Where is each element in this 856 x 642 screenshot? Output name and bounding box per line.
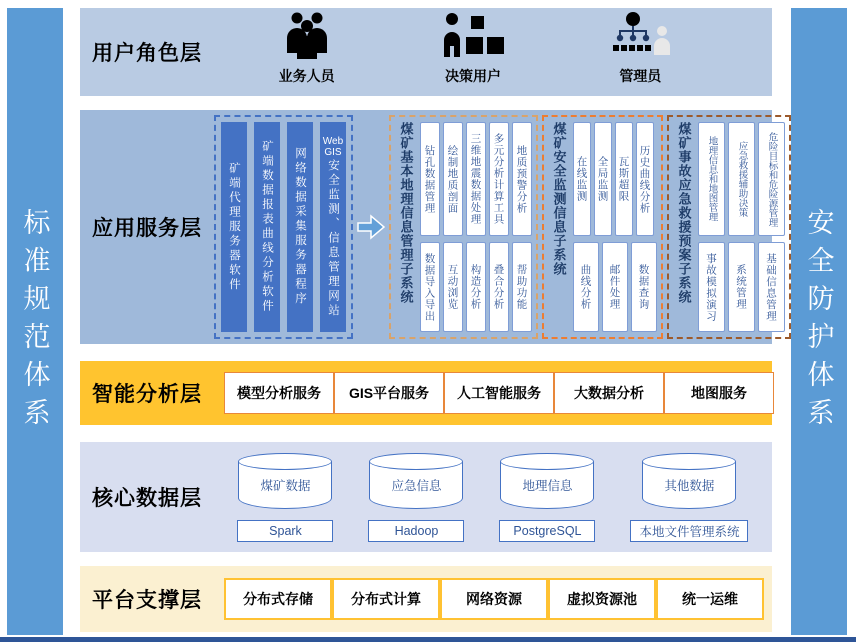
database-cylinder-icon: [500, 453, 594, 509]
subsystem-grid: [573, 122, 657, 332]
module-box: 构造分析: [466, 242, 486, 332]
layer-app-services: [80, 110, 778, 344]
service-box: 地图服务: [664, 372, 774, 414]
bottom-accent-bar: [0, 637, 856, 642]
subsystem-grid: [698, 122, 785, 332]
module-box: 基础信息管理: [758, 242, 785, 332]
role-decision-users: [441, 11, 505, 86]
client-bar: [320, 122, 346, 332]
module-box: 地质预警分析: [512, 122, 532, 236]
subsystem-title: 煤矿安全监测信息子系统: [551, 122, 567, 276]
client-bar: [221, 122, 247, 332]
analysis-services-row: [214, 372, 784, 414]
client-bar-label: 网络数据采集服务器程序: [294, 147, 306, 307]
admin-org-icon: [608, 11, 672, 64]
platform-resources-row: [214, 578, 774, 620]
module-box: 瓦斯超限: [615, 122, 633, 236]
layer-label-analysis: 智能分析层: [92, 383, 202, 406]
layer-label-app-services: 应用服务层: [92, 217, 202, 240]
module-box: 事故模拟演习: [698, 242, 725, 332]
data-stores-row: [214, 453, 772, 542]
module-box: 帮助功能: [512, 242, 532, 332]
role-business-users: [276, 11, 338, 86]
module-box: 地理信息和地图管理: [698, 122, 725, 236]
role-name: 业务人员: [278, 67, 335, 84]
service-box: 人工智能服务: [444, 372, 554, 414]
standards-system-bar: [7, 8, 63, 635]
resource-box: 统一运维: [656, 578, 764, 620]
roles-row: [214, 11, 772, 94]
data-store-column: [368, 453, 464, 542]
data-store-column: [630, 453, 748, 542]
module-box: 系统管理: [728, 242, 755, 332]
subsystem-title: 煤矿基本地理信息管理子系统: [398, 122, 414, 304]
subsystem-geo-info: [389, 115, 538, 339]
layers-column: [80, 8, 778, 632]
module-box: 互动浏览: [443, 242, 463, 332]
security-system-label: 安全防护体系: [803, 207, 834, 436]
resource-box: 网络资源: [440, 578, 548, 620]
subsystem-safety-monitoring: [542, 115, 663, 339]
module-box: 多元分析计算工具: [489, 122, 509, 236]
security-system-bar: [791, 8, 847, 635]
data-store-column: [499, 453, 595, 542]
client-bar: [254, 122, 280, 332]
layer-user-roles: [80, 8, 772, 96]
database-cylinder-icon: [238, 453, 332, 509]
store-name: 煤矿数据: [260, 478, 311, 493]
role-name: 决策用户: [444, 67, 501, 84]
module-box: 绘制地质剖面: [443, 122, 463, 236]
layer-analysis: [80, 361, 772, 425]
module-box: 应急救援辅助决策: [728, 122, 755, 236]
people-group-icon: [276, 11, 338, 64]
module-box: 三维地震数据处理: [466, 122, 486, 236]
layer-platform: [80, 566, 772, 632]
module-box: 全局监测: [594, 122, 612, 236]
client-bar-label: 矿端代理服务器软件: [228, 161, 240, 293]
layer-label-core-data: 核心数据层: [92, 487, 202, 510]
service-box: 大数据分析: [554, 372, 664, 414]
module-box: 数据查询: [631, 242, 657, 332]
role-name: 管理员: [619, 67, 662, 84]
subsystem-emergency-rescue: [667, 115, 791, 339]
client-bar: [287, 122, 313, 332]
database-cylinder-icon: [642, 453, 736, 509]
database-cylinder-icon: [369, 453, 463, 509]
service-box: GIS平台服务: [334, 372, 444, 414]
standards-system-label: 标准规范体系: [19, 207, 50, 436]
client-bar-label: 安全监测、信息管理网站: [327, 158, 339, 319]
right-arrow-icon: [357, 214, 385, 240]
module-box: 曲线分析: [573, 242, 599, 332]
app-services-content: [214, 110, 797, 344]
layer-label-user-roles: 用户角色层: [92, 42, 202, 65]
module-box: 邮件处理: [602, 242, 628, 332]
module-box: 危险目标和危险源管理: [758, 122, 785, 236]
store-name: 地理信息: [522, 478, 573, 493]
module-box: 叠合分析: [489, 242, 509, 332]
decision-user-icon: [441, 11, 505, 64]
store-name: 其他数据: [664, 478, 715, 493]
service-box: 模型分析服务: [224, 372, 334, 414]
resource-box: 分布式计算: [332, 578, 440, 620]
resource-box: 分布式存储: [224, 578, 332, 620]
engine-box: Spark: [237, 520, 333, 542]
module-box: 数据导入导出: [420, 242, 440, 332]
subsystem-title: 煤矿事故应急救援预案子系统: [676, 122, 692, 304]
engine-box: PostgreSQL: [499, 520, 595, 542]
resource-box: 虚拟资源池: [548, 578, 656, 620]
module-box: 钻孔数据管理: [420, 122, 440, 236]
engine-box: Hadoop: [368, 520, 464, 542]
layer-core-data: [80, 442, 772, 552]
store-name: 应急信息: [391, 478, 442, 493]
module-box: 历史曲线分析: [636, 122, 654, 236]
client-bar-latin: Web GIS: [322, 135, 344, 159]
client-software-group: [214, 115, 353, 339]
subsystem-grid: [420, 122, 532, 332]
client-bar-label: 矿端数据报表曲线分析软件: [261, 140, 273, 314]
engine-box: 本地文件管理系统: [630, 520, 748, 542]
module-box: 在线监测: [573, 122, 591, 236]
role-admin: [608, 11, 672, 86]
layer-label-platform: 平台支撑层: [92, 589, 202, 612]
data-store-column: [237, 453, 333, 542]
